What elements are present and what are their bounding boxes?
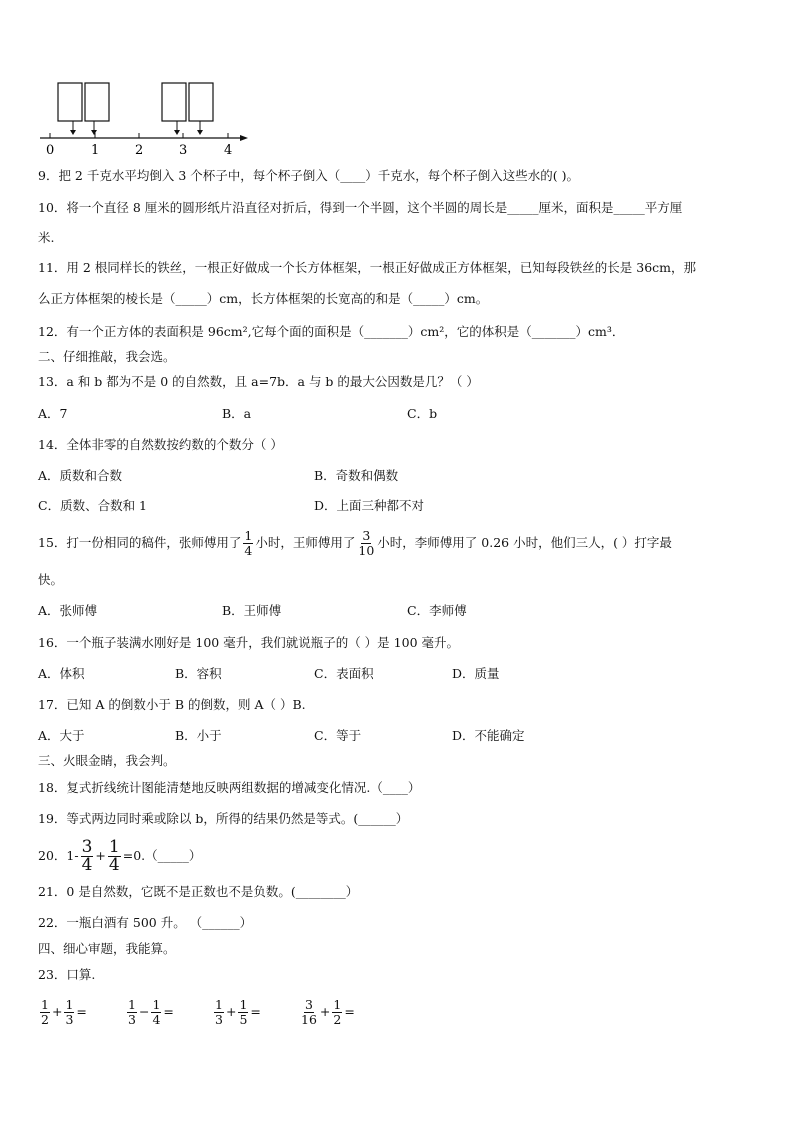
calc-fraction-b xyxy=(151,998,161,1027)
question-20-prefix: 20．1- xyxy=(38,848,79,863)
box-4 xyxy=(189,83,213,121)
question-15-part1: 15．打一份相同的稿件，张师傅用了 xyxy=(38,535,242,550)
axis-label-2: 2 xyxy=(135,143,144,158)
fraction-numerator: 3 xyxy=(362,528,371,543)
question-20 xyxy=(38,836,201,876)
question-17-option-d[interactable]: D．不能确定 xyxy=(452,728,525,743)
question-16-stem: 16．一个瓶子装满水刚好是 100 毫升，我们就说瓶子的（ ）是 100 毫升。 xyxy=(38,635,459,650)
question-17-option-b[interactable]: B．小于 xyxy=(175,728,222,743)
fraction-numerator: 1 xyxy=(215,997,223,1012)
question-10-line2: 米. xyxy=(38,230,55,245)
number-line-figure xyxy=(30,78,250,158)
question-14-option-b[interactable]: B．奇数和偶数 xyxy=(314,468,399,483)
question-16-option-c[interactable]: C．表面积 xyxy=(314,666,374,681)
calc-equals: = xyxy=(250,1004,261,1019)
fraction-numerator: 3 xyxy=(81,837,93,857)
fraction-numerator: 3 xyxy=(304,997,313,1012)
question-21: 21．0 是自然数，它既不是正数也不是负数。(________） xyxy=(38,884,359,899)
calc-equals: = xyxy=(344,1004,355,1019)
fraction-numerator: 1 xyxy=(152,997,161,1012)
fraction-numerator: 1 xyxy=(333,997,342,1012)
question-22: 22．一瓶白酒有 500 升。 （______） xyxy=(38,915,253,930)
calc-fraction-a xyxy=(214,998,224,1027)
question-11-line2: 么正方体框架的棱长是（_____）cm，长方体框架的长宽高的和是（_____）cm。 xyxy=(38,291,489,306)
question-14-option-d[interactable]: D．上面三种都不对 xyxy=(314,498,425,513)
fraction-denominator: 4 xyxy=(108,855,120,875)
question-15-part2: 小时，王师傅用了 xyxy=(255,535,356,550)
calc-fraction-a xyxy=(40,998,50,1027)
calc-item-2 xyxy=(125,992,174,1032)
question-14-option-c[interactable]: C．质数、合数和 1 xyxy=(38,498,147,513)
calc-operator: + xyxy=(319,1004,331,1019)
axis-label-4: 4 xyxy=(224,143,233,158)
question-15-stem xyxy=(38,523,672,563)
question-20-fraction-1 xyxy=(81,839,94,874)
calc-operator: + xyxy=(51,1004,63,1019)
question-19: 19．等式两边同时乘或除以 b，所得的结果仍然是等式。(______） xyxy=(38,811,409,826)
fraction-denominator: 4 xyxy=(81,855,93,875)
fraction-denominator: 16 xyxy=(301,1012,317,1027)
box-3 xyxy=(162,83,186,121)
question-12: 12．有一个正方体的表面积是 96cm²,它每个面的面积是（_______）cm²，它的体积是（_______）cm³． xyxy=(38,324,625,339)
fraction-denominator: 3 xyxy=(128,1012,136,1027)
calc-item-3 xyxy=(212,992,261,1032)
calc-equals: = xyxy=(163,1004,174,1019)
question-16-option-d[interactable]: D．质量 xyxy=(452,666,500,681)
question-15-part3: 小时，李师傅用了 0.26 小时，他们三人，( ）打字最 xyxy=(377,535,672,550)
question-14-stem: 14．全体非零的自然数按约数的个数分（ ） xyxy=(38,437,283,452)
fraction-numerator: 1 xyxy=(128,997,136,1012)
fraction-numerator: 1 xyxy=(41,997,49,1012)
question-17-option-a[interactable]: A．大于 xyxy=(38,728,85,743)
calc-operator: − xyxy=(138,1004,150,1019)
calc-item-1 xyxy=(38,992,87,1032)
question-13-option-a[interactable]: A．7 xyxy=(38,406,68,421)
question-20-suffix: =0.（_____） xyxy=(122,848,202,863)
question-15-option-c[interactable]: C．李师傅 xyxy=(407,603,467,618)
calc-equals: = xyxy=(76,1004,87,1019)
fraction-numerator: 1 xyxy=(244,528,253,543)
question-20-fraction-2 xyxy=(108,839,121,874)
fraction-denominator: 4 xyxy=(244,543,253,558)
question-16-option-a[interactable]: A．体积 xyxy=(38,666,85,681)
calc-fraction-a xyxy=(300,998,318,1027)
box-2 xyxy=(85,83,109,121)
question-16-option-b[interactable]: B．容积 xyxy=(175,666,222,681)
box-1 xyxy=(58,83,82,121)
axis-label-0: 0 xyxy=(46,143,55,158)
section-3-heading: 三、火眼金睛，我会判。 xyxy=(38,753,176,768)
fraction-numerator: 1 xyxy=(65,997,74,1012)
question-15-fraction-1 xyxy=(243,529,253,558)
fraction-numerator: 1 xyxy=(108,837,120,857)
question-13-stem: 13．a 和 b 都为不是 0 的自然数，且 a=7b．a 与 b 的最大公因数是几？（ ） xyxy=(38,374,479,389)
question-15-option-a[interactable]: A．张师傅 xyxy=(38,603,98,618)
calc-fraction-b xyxy=(64,998,74,1027)
question-10-line1: 10．将一个直径 8 厘米的圆形纸片沿直径对折后，得到一个半圆，这个半圆的周长是_____厘米，面积是_____平方厘 xyxy=(38,200,683,215)
question-20-plus: + xyxy=(95,848,106,863)
question-17-option-c[interactable]: C．等于 xyxy=(314,728,362,743)
question-9: 9．把 2 千克水平均倒入 3 个杯子中，每个杯子倒入（____）千克水，每个杯子倒入这些水的( )。 xyxy=(38,168,579,183)
question-18: 18．复式折线统计图能清楚地反映两组数据的增减变化情况.（____） xyxy=(38,780,421,795)
calc-fraction-b xyxy=(238,998,248,1027)
fraction-denominator: 4 xyxy=(152,1012,161,1027)
calc-operator: + xyxy=(225,1004,237,1019)
fraction-numerator: 1 xyxy=(239,997,248,1012)
fraction-denominator: 10 xyxy=(358,543,375,558)
question-17-stem: 17．已知 A 的倒数小于 B 的倒数，则 A（ ）B. xyxy=(38,697,306,712)
section-2-heading: 二、仔细推敲，我会选。 xyxy=(38,349,176,364)
fraction-denominator: 2 xyxy=(41,1012,49,1027)
question-13-option-b[interactable]: B．a xyxy=(222,406,252,421)
fraction-denominator: 5 xyxy=(239,1012,248,1027)
question-15-option-b[interactable]: B．王师傅 xyxy=(222,603,282,618)
question-13-option-c[interactable]: C．b xyxy=(407,406,438,421)
fraction-denominator: 3 xyxy=(65,1012,74,1027)
fraction-denominator: 2 xyxy=(333,1012,342,1027)
calc-fraction-a xyxy=(127,998,137,1027)
question-15-line2: 快。 xyxy=(38,572,64,587)
question-11-line1: 11．用 2 根同样长的铁丝，一根正好做成一个长方体框架，一根正好做成正方体框架，已知每段铁丝的长是 36cm，那 xyxy=(38,260,697,275)
calc-item-4 xyxy=(298,992,355,1032)
axis-label-3: 3 xyxy=(179,143,188,158)
question-15-fraction-2 xyxy=(357,529,375,558)
question-23: 23．口算. xyxy=(38,967,96,982)
axis-label-1: 1 xyxy=(91,143,100,158)
fraction-denominator: 3 xyxy=(215,1012,223,1027)
question-14-option-a[interactable]: A．质数和合数 xyxy=(38,468,123,483)
section-4-heading: 四、细心审题，我能算。 xyxy=(38,941,176,956)
calc-fraction-b xyxy=(332,998,342,1027)
